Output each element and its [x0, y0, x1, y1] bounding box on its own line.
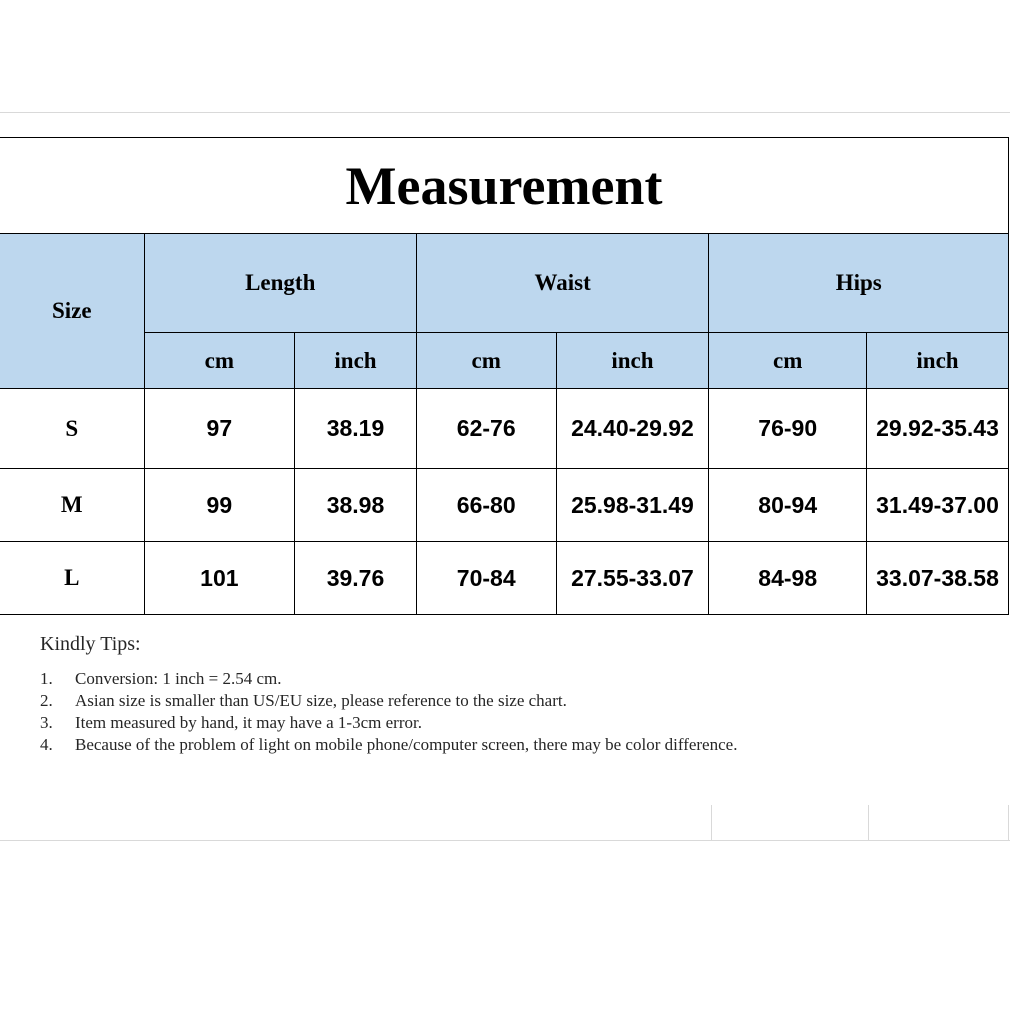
- hips-inch-cell: 31.49-37.00: [867, 469, 1009, 542]
- list-item-text: Conversion: 1 inch = 2.54 cm.: [75, 669, 282, 688]
- list-item-number: 4.: [40, 735, 53, 754]
- length-cm-header: cm: [144, 333, 295, 389]
- hips-inch-cell: 33.07-38.58: [867, 542, 1009, 615]
- waist-cm-cell: 62-76: [416, 389, 556, 469]
- list-item-number: 1.: [40, 669, 53, 688]
- size-label: M: [0, 469, 144, 542]
- sheet-gridline-vertical: [1008, 805, 1009, 840]
- chart-title: Measurement: [0, 138, 1009, 234]
- size-chart-table: [0, 137, 1009, 615]
- list-item: [40, 712, 920, 734]
- hips-inch-header: inch: [867, 333, 1009, 389]
- waist-inch-cell: 24.40-29.92: [556, 389, 709, 469]
- length-cm-cell: 97: [144, 389, 295, 469]
- waist-cm-cell: 70-84: [416, 542, 556, 615]
- waist-header: Waist: [416, 234, 709, 333]
- sheet-gridline-bottom: [0, 840, 1010, 841]
- list-item-text: Asian size is smaller than US/EU size, please reference to the size chart.: [75, 691, 567, 710]
- list-item-number: 3.: [40, 713, 53, 732]
- hips-cm-cell: 84-98: [709, 542, 867, 615]
- length-inch-cell: 39.76: [295, 542, 417, 615]
- waist-inch-cell: 25.98-31.49: [556, 469, 709, 542]
- waist-inch-header: inch: [556, 333, 709, 389]
- waist-cm-cell: 66-80: [416, 469, 556, 542]
- list-item-text: Because of the problem of light on mobile phone/computer screen, there may be color difference.: [75, 735, 738, 754]
- size-label: L: [0, 542, 144, 615]
- size-header: Size: [0, 234, 144, 389]
- list-item: [40, 690, 920, 712]
- kindly-tips: [40, 633, 920, 756]
- list-item-text: Item measured by hand, it may have a 1-3cm error.: [75, 713, 422, 732]
- length-inch-header: inch: [295, 333, 417, 389]
- waist-inch-cell: 27.55-33.07: [556, 542, 709, 615]
- hips-header: Hips: [709, 234, 1009, 333]
- length-cm-cell: 99: [144, 469, 295, 542]
- hips-cm-header: cm: [709, 333, 867, 389]
- list-item-number: 2.: [40, 691, 53, 710]
- size-label: S: [0, 389, 144, 469]
- table-row: [0, 469, 1009, 542]
- length-inch-cell: 38.98: [295, 469, 417, 542]
- list-item: [40, 734, 920, 756]
- sheet-gridline-vertical: [868, 805, 869, 840]
- sheet-gridline-vertical: [711, 805, 712, 840]
- hips-cm-cell: 80-94: [709, 469, 867, 542]
- list-item: [40, 668, 920, 690]
- tips-title: Kindly Tips:: [40, 633, 141, 655]
- hips-inch-cell: 29.92-35.43: [867, 389, 1009, 469]
- hips-cm-cell: 76-90: [709, 389, 867, 469]
- length-header: Length: [144, 234, 416, 333]
- table-row: [0, 542, 1009, 615]
- tips-list: [40, 668, 920, 756]
- length-cm-cell: 101: [144, 542, 295, 615]
- sheet-gridline-top: [0, 112, 1010, 113]
- table-row: [0, 389, 1009, 469]
- waist-cm-header: cm: [416, 333, 556, 389]
- length-inch-cell: 38.19: [295, 389, 417, 469]
